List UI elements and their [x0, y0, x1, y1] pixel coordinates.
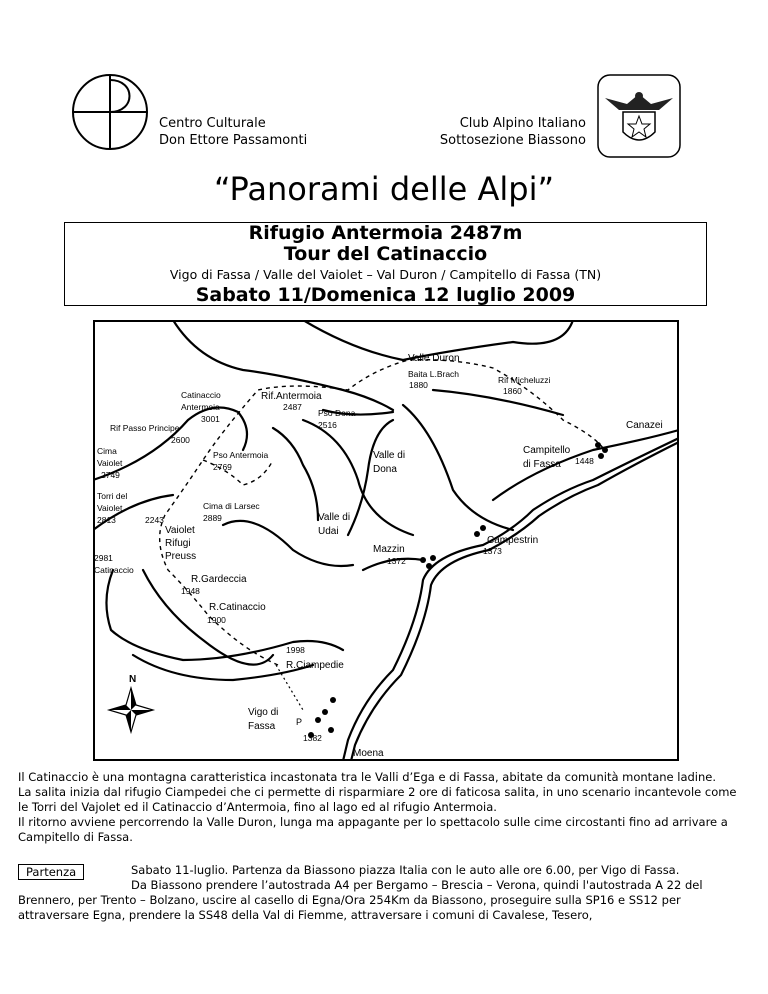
map-label: Valle Duron: [408, 353, 460, 364]
event-heading-1: Rifugio Antermoia 2487m: [248, 222, 523, 244]
itinerary-line-1: Sabato 11-luglio. Partenza da Biassono piazza Italia con le auto alle ore 6.00, per Vigo di Fassa.: [131, 863, 680, 877]
map-label: Rif.Antermoia: [261, 391, 322, 402]
map-label: Vaiolet: [97, 503, 123, 513]
map-label: Baita L.Brach: [408, 369, 460, 379]
event-subtitle: Vigo di Fassa / Valle del Vaiolet – Val Duron / Campitello di Fassa (TN): [169, 267, 602, 282]
map-label: Pso Antermoia: [213, 450, 269, 460]
map-label: 2243: [145, 515, 164, 525]
map-label: Catinaccio: [94, 565, 134, 575]
map-label: 1880: [409, 380, 428, 390]
map-label: Udai: [318, 526, 339, 537]
map-label: 2487: [283, 402, 302, 412]
event-title-box: [64, 222, 707, 306]
itinerary-text: [18, 863, 748, 923]
intro-text: [18, 770, 748, 845]
map-label: Catinaccio: [181, 390, 221, 400]
map-label: Moena: [353, 748, 384, 759]
org-left-line1: Centro Culturale: [159, 116, 266, 131]
event-heading-2: Tour del Catinaccio: [283, 243, 488, 265]
map-label: 2516: [318, 420, 337, 430]
route-map: [93, 320, 679, 761]
map-label: Vigo di: [248, 707, 279, 718]
partenza-label: Partenza: [18, 864, 84, 880]
map-label: Rif Micheluzzi: [498, 375, 551, 385]
map-label: R.Gardeccia: [191, 574, 247, 585]
map-label: di Fassa: [523, 459, 561, 470]
intro-paragraph-2: La salita inizia dal rifugio Ciampedei che ci permette di risparmiare 2 ore di faticosa salita, in uno scenario incantevole come le Torri del Vajolet ed il Catinaccio d’Antermoia, fino al lago ed al rifugio Antermoia.: [18, 785, 737, 814]
centro-culturale-logo: [70, 72, 150, 152]
itinerary-line-2-text: Da Biassono prendere l’autostrada A4 per Bergamo – Brescia – Verona, quindi l'autostrada A 22 del Brennero, per Trento – Bolzano, uscire al casello di Egna/Ora 254Km da Biassono, proseguire sulla SP16 e SS12 per attraversare Egna, prendere la SS48 della Val di Fiemme, attraversare i comuni di Cavalese, Tesero,: [18, 878, 703, 922]
map-label: R.Ciampedie: [286, 660, 344, 671]
org-right-line2: Sottosezione Biassono: [439, 133, 586, 148]
map-label: 2981: [94, 553, 113, 563]
map-label: 1900: [207, 615, 226, 625]
map-label: Cima: [97, 446, 117, 456]
cai-logo: [597, 74, 681, 158]
map-label: Valle di: [373, 450, 406, 461]
map-label: Mazzin: [373, 544, 405, 555]
itinerary-line-2: [18, 878, 748, 923]
map-label: Preuss: [165, 551, 197, 562]
org-left-line2: Don Ettore Passamonti: [159, 133, 308, 148]
map-label: 1448: [575, 456, 594, 466]
parking-label: P: [296, 717, 303, 727]
map-label: Vaiolet: [97, 458, 123, 468]
map-label: 1373: [483, 546, 502, 556]
map-label: 2749: [101, 470, 120, 480]
org-right-line1: Club Alpino Italiano: [459, 116, 586, 131]
map-label: Canazei: [626, 420, 663, 431]
map-label: Cima di Larsec: [203, 501, 260, 511]
map-label: 1948: [181, 586, 200, 596]
org-right: [400, 115, 586, 149]
map-label: Rifugi: [165, 538, 191, 549]
map-label: 1998: [286, 645, 305, 655]
map-label: Rif Passo Principe: [110, 423, 180, 433]
map-label: 2889: [203, 513, 222, 523]
intro-paragraph-3: Il ritorno avviene percorrendo la Valle Duron, lunga ma appagante per lo spettacolo sulle cime circostanti fino ad arrivare a Campitello di Fassa.: [18, 815, 728, 844]
map-label: R.Catinaccio: [209, 602, 266, 613]
map-label: 2813: [97, 515, 116, 525]
map-label: Torri del: [97, 491, 128, 501]
compass-north-label: N: [129, 674, 137, 685]
org-left: [159, 115, 307, 149]
event-date: Sabato 11/Domenica 12 luglio 2009: [195, 284, 576, 306]
map-label: Campestrin: [487, 535, 539, 546]
map-label: 2600: [171, 435, 190, 445]
map-label: Dona: [373, 464, 397, 475]
map-label: Valle di: [318, 512, 351, 523]
map-label: Vaiolet: [165, 525, 195, 536]
map-label: 1860: [503, 386, 522, 396]
map-label: 1382: [303, 733, 322, 743]
intro-paragraph-1: Il Catinaccio è una montagna caratteristica incastonata tra le Valli d’Ega e di Fassa, abitate da comunità montane ladine.: [18, 770, 717, 784]
map-label: 1372: [387, 556, 406, 566]
page-title: “Panorami delle Alpi”: [213, 170, 555, 208]
map-label: Antermoia: [181, 402, 220, 412]
map-label: Pso Dona: [318, 408, 356, 418]
map-label: Fassa: [248, 721, 276, 732]
map-label: Campitello: [523, 445, 571, 456]
map-label: 3001: [201, 414, 220, 424]
map-label: 2769: [213, 462, 232, 472]
